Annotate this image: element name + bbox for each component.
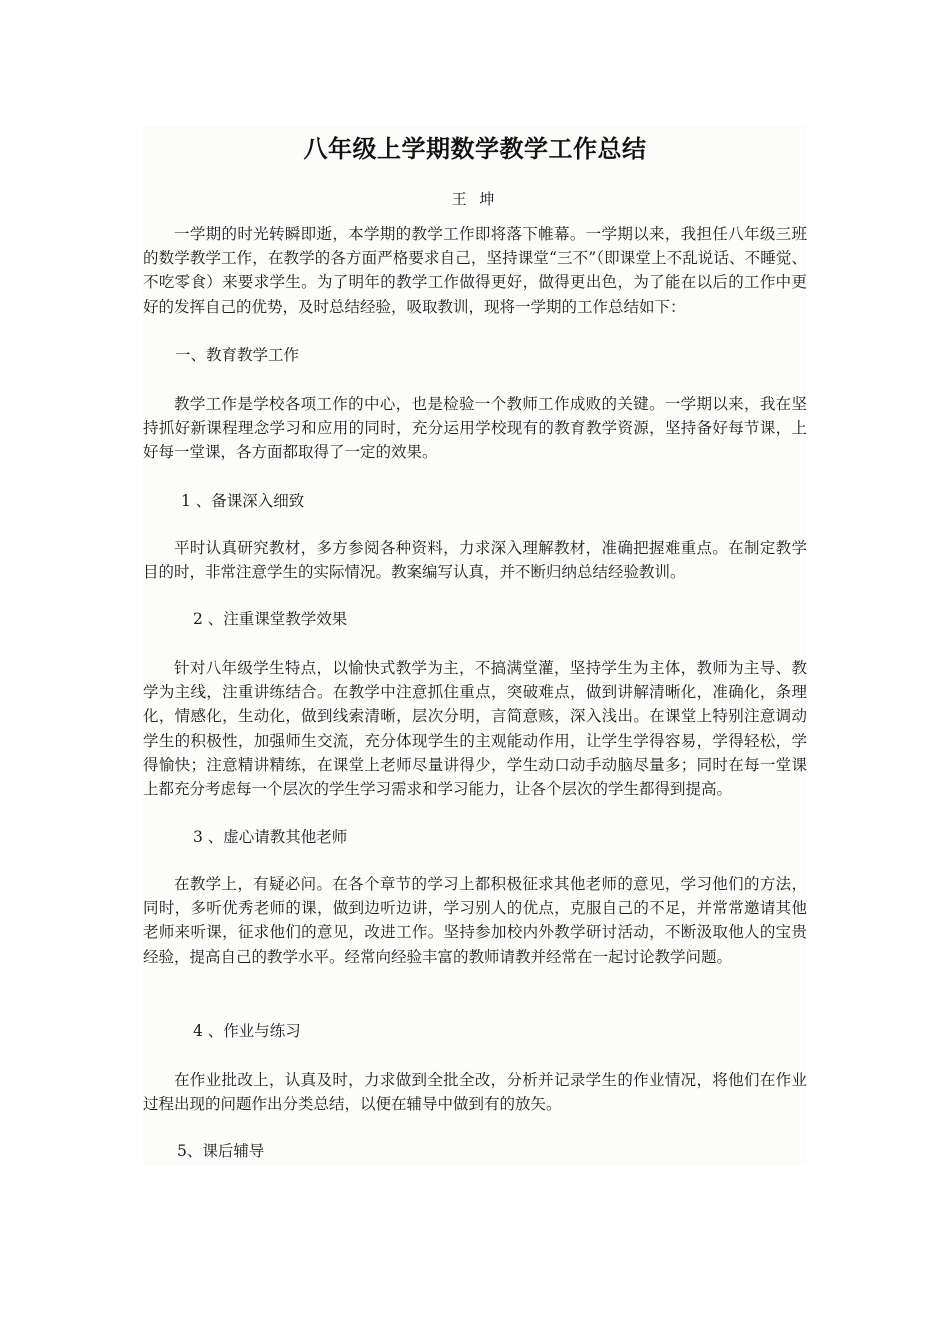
- item-heading-consult-teachers: 3 、虚心请教其他老师: [193, 828, 348, 846]
- section-heading-teaching: 一、教育教学工作: [175, 346, 300, 364]
- section-paragraph-teaching: 教学工作是学校各项工作的中心，也是检验一个教师工作成败的关键。一学期以来，我在坚持抓好新课程理念学习和应用的同时，充分运用学校现有的教育教学资源，坚持备好每节课，上好每一堂课，各方面都取得了一定的效果。: [143, 395, 807, 462]
- document-title: 八年级上学期数学教学工作总结: [303, 135, 647, 163]
- item-paragraph-consult-teachers: 在教学上，有疑必问。在各个章节的学习上都积极征求其他老师的意见，学习他们的方法，同时，多听优秀老师的课，做到边听边讲，学习别人的优点，克服自己的不足，并常常邀请其他老师来听课，征求他们的意见，改进工作。坚持参加校内外教学研讨活动，不断汲取他人的宝贵经验，提高自己的教学水平。经常向经验丰富的教师请教并经常在一起讨论教学问题。: [143, 875, 807, 966]
- intro-paragraph: 一学期的时光转瞬即逝，本学期的教学工作即将落下帷幕。一学期以来，我担任八年级三班的数学教学工作，在教学的各方面严格要求自己，坚持课堂“三不”（即课堂上不乱说话、不睡觉、不吃零食）来要求学生。为了明年的教学工作做得更好，做得更出色，为了能在以后的工作中更好的发挥自己的优势，及时总结经验，吸取教训，现将一学期的工作总结如下：: [143, 225, 807, 316]
- author-name: 王 坤: [451, 190, 499, 208]
- item-paragraph-homework: 在作业批改上，认真及时，力求做到全批全改，分析并记录学生的作业情况，将他们在作业过程出现的问题作出分类总结，以便在辅导中做到有的放矢。: [143, 1071, 807, 1114]
- document-body: [143, 126, 807, 1166]
- item-heading-tutoring: 5、课后辅导: [177, 1142, 265, 1160]
- item-heading-lesson-prep: 1 、备课深入细致: [181, 492, 305, 510]
- item-paragraph-class-effect: 针对八年级学生特点，以愉快式教学为主，不搞满堂灌，坚持学生为主体，教师为主导、教学为主线，注重讲练结合。在教学中注意抓住重点，突破难点，做到讲解清晰化，准确化，条理化，情感化，生动化，做到线索清晰，层次分明，言简意赅，深入浅出。在课堂上特别注意调动学生的积极性，加强师生交流，充分体现学生的主观能动作用，让学生学得容易，学得轻松，学得愉快；注意精讲精练，在课堂上老师尽量讲得少，学生动口动手动脑尽量多；同时在每一堂课上都充分考虑每一个层次的学生学习需求和学习能力，让各个层次的学生都得到提高。: [143, 659, 807, 799]
- item-heading-class-effect: 2 、注重课堂教学效果: [193, 610, 348, 628]
- item-paragraph-lesson-prep: 平时认真研究教材，多方参阅各种资料，力求深入理解教材，准确把握难重点。在制定教学目的时，非常注意学生的实际情况。教案编写认真，并不断归纳总结经验教训。: [143, 539, 807, 582]
- item-heading-homework: 4 、作业与练习: [193, 1022, 301, 1040]
